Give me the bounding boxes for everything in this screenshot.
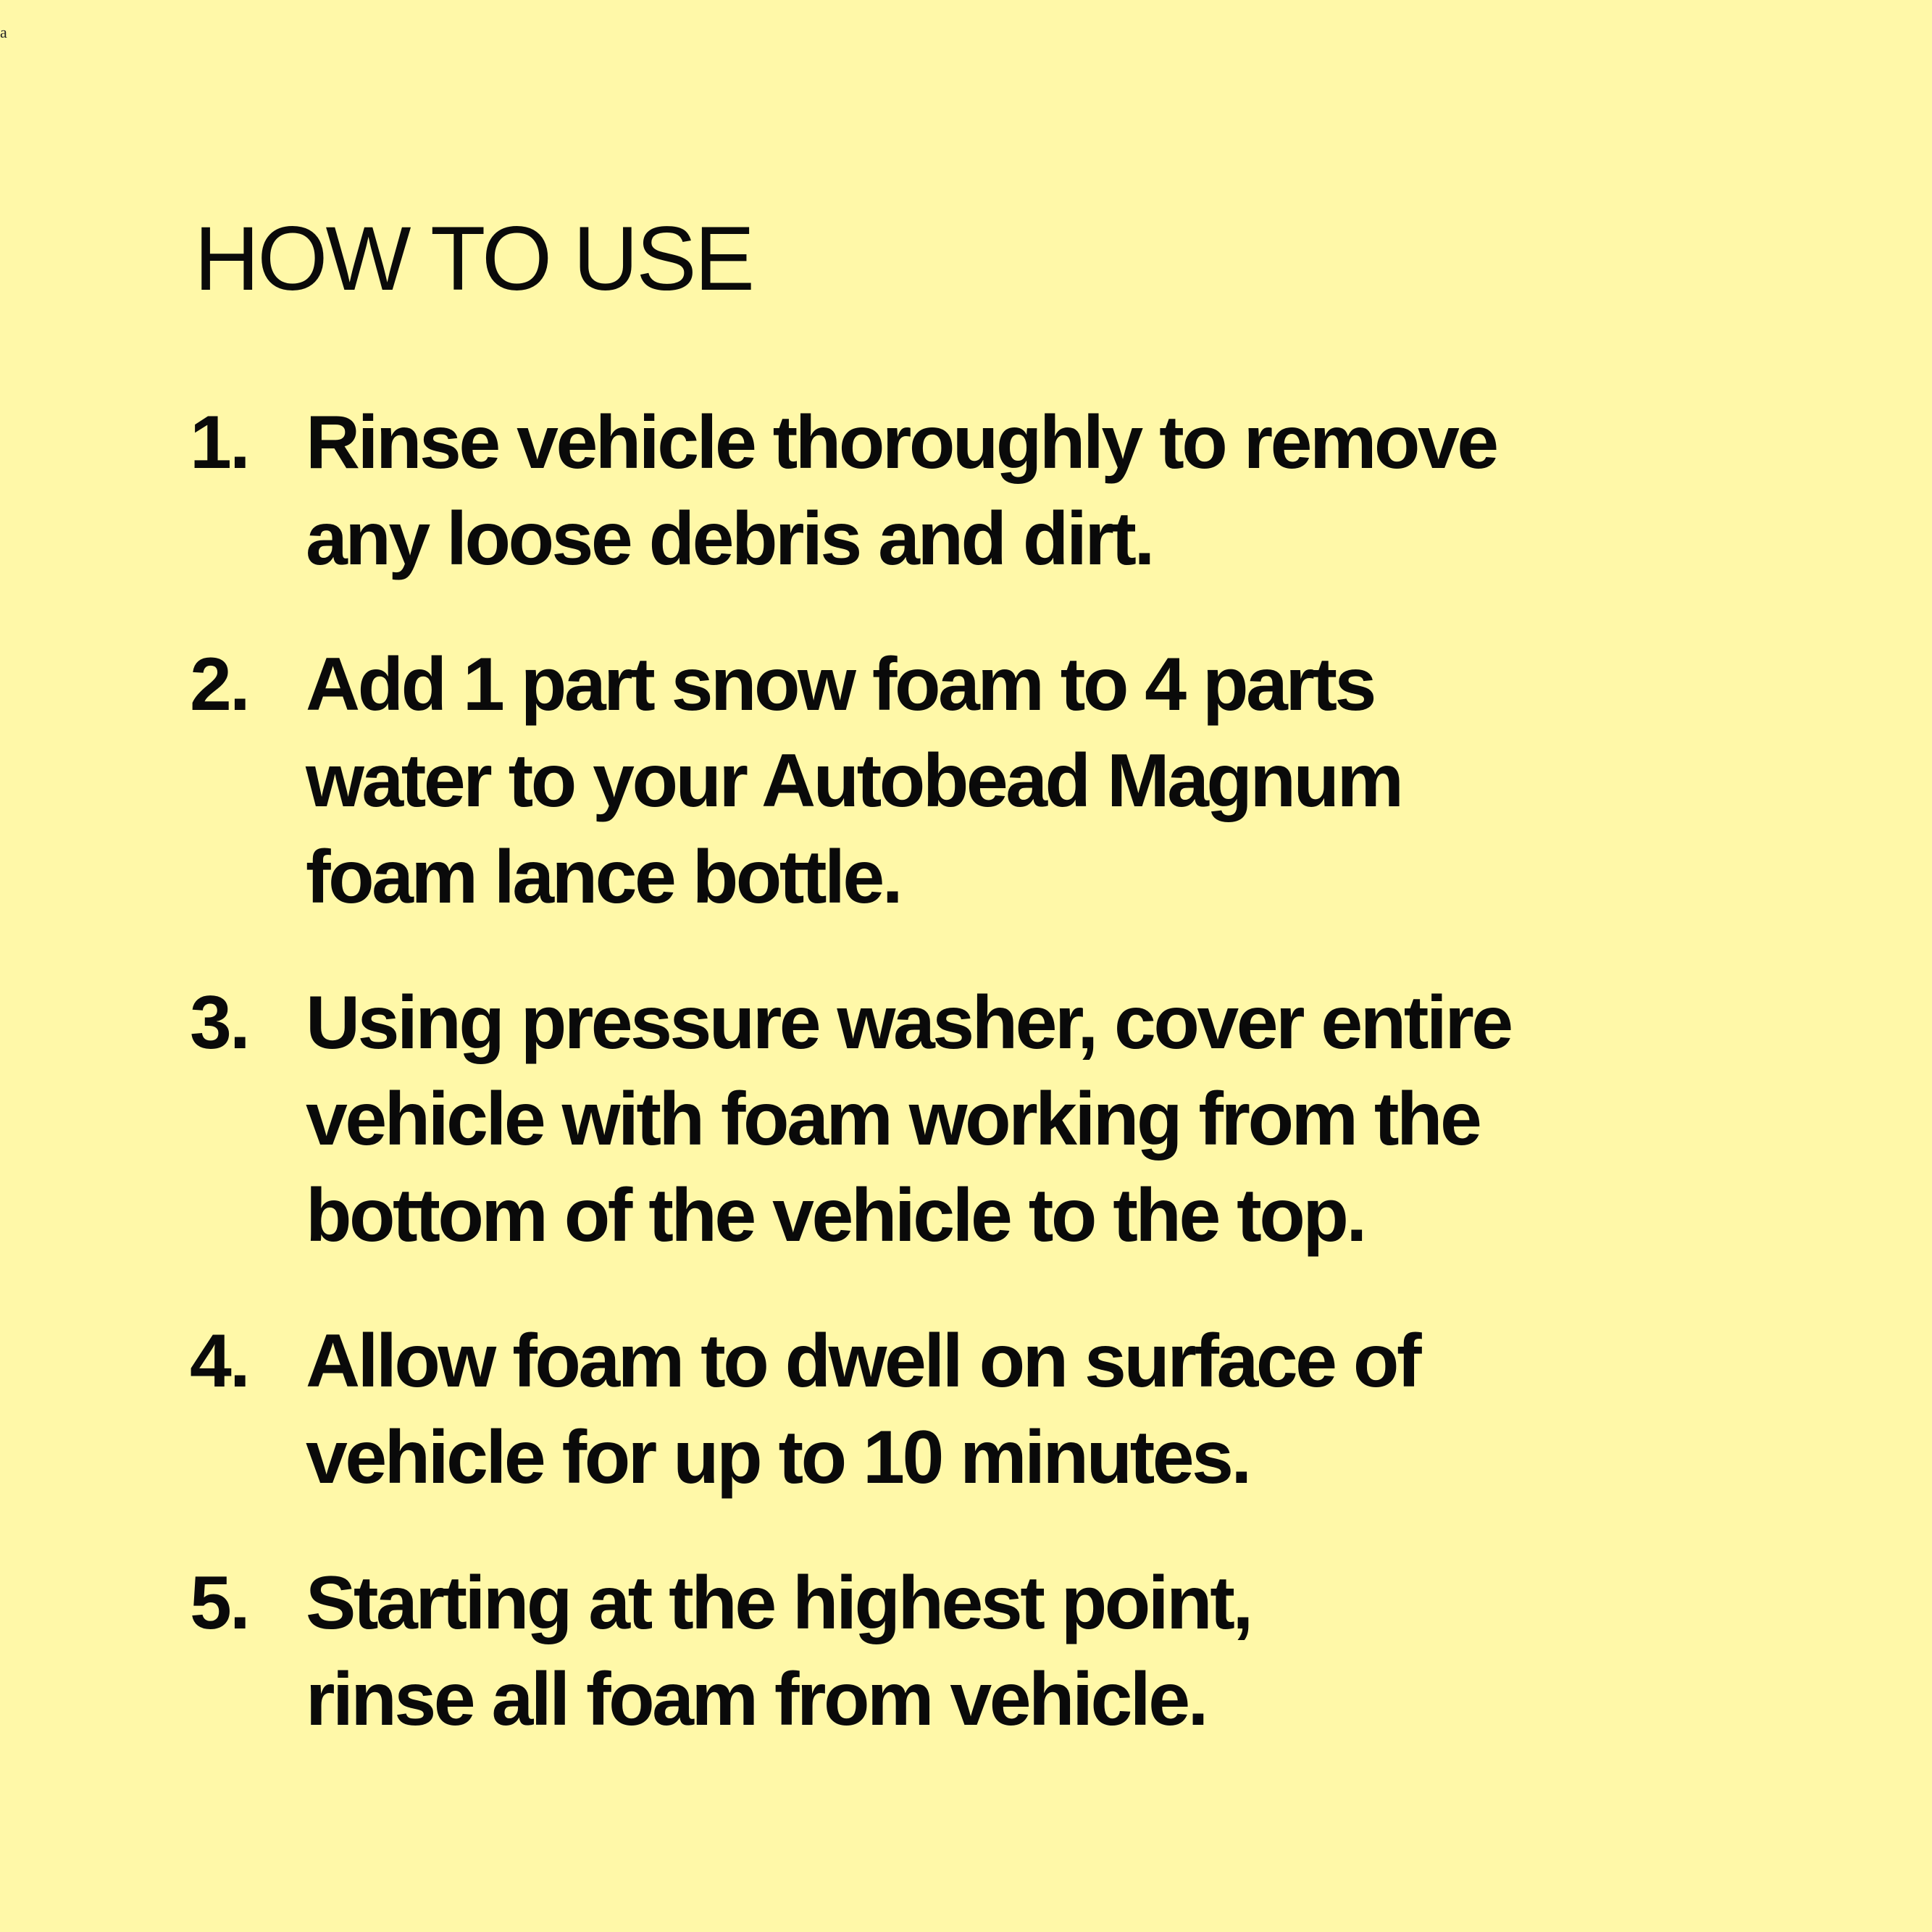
- step-4: [190, 1313, 1653, 1506]
- step-line: Rinse vehicle thoroughly to remove: [306, 401, 1497, 485]
- step-number: 1.: [190, 401, 248, 485]
- step-line: Using pressure washer, cover entire: [306, 981, 1511, 1065]
- step-2: [190, 637, 1653, 926]
- step-line: rinse all foam from vehicle.: [306, 1657, 1206, 1741]
- step-line: water to your Autobead Magnum: [306, 739, 1402, 823]
- step-text: [306, 395, 1653, 587]
- step-number: 4.: [190, 1319, 248, 1403]
- step-line: any loose debris and dirt.: [306, 497, 1153, 581]
- step-text: [306, 1313, 1653, 1506]
- step-text: [306, 637, 1653, 926]
- step-text: [306, 975, 1653, 1264]
- step-line: vehicle with foam working from the: [306, 1077, 1480, 1161]
- step-line: foam lance bottle.: [306, 835, 901, 919]
- step-number: 2.: [190, 643, 248, 727]
- step-number: 3.: [190, 981, 248, 1065]
- step-line: Allow foam to dwell on surface of: [306, 1319, 1420, 1403]
- step-1: [190, 395, 1653, 587]
- page-title: HOW TO USE: [194, 209, 753, 309]
- step-3: [190, 975, 1653, 1264]
- step-line: bottom of the vehicle to the top.: [306, 1174, 1365, 1258]
- corner-mark: a: [0, 23, 7, 41]
- step-line: vehicle for up to 10 minutes.: [306, 1415, 1250, 1500]
- step-line: Starting at the highest point,: [306, 1561, 1251, 1645]
- step-number: 5.: [190, 1561, 248, 1645]
- step-5: [190, 1555, 1653, 1748]
- steps-list: [190, 395, 1653, 1748]
- step-text: [306, 1555, 1653, 1748]
- step-line: Add 1 part snow foam to 4 parts: [306, 643, 1374, 727]
